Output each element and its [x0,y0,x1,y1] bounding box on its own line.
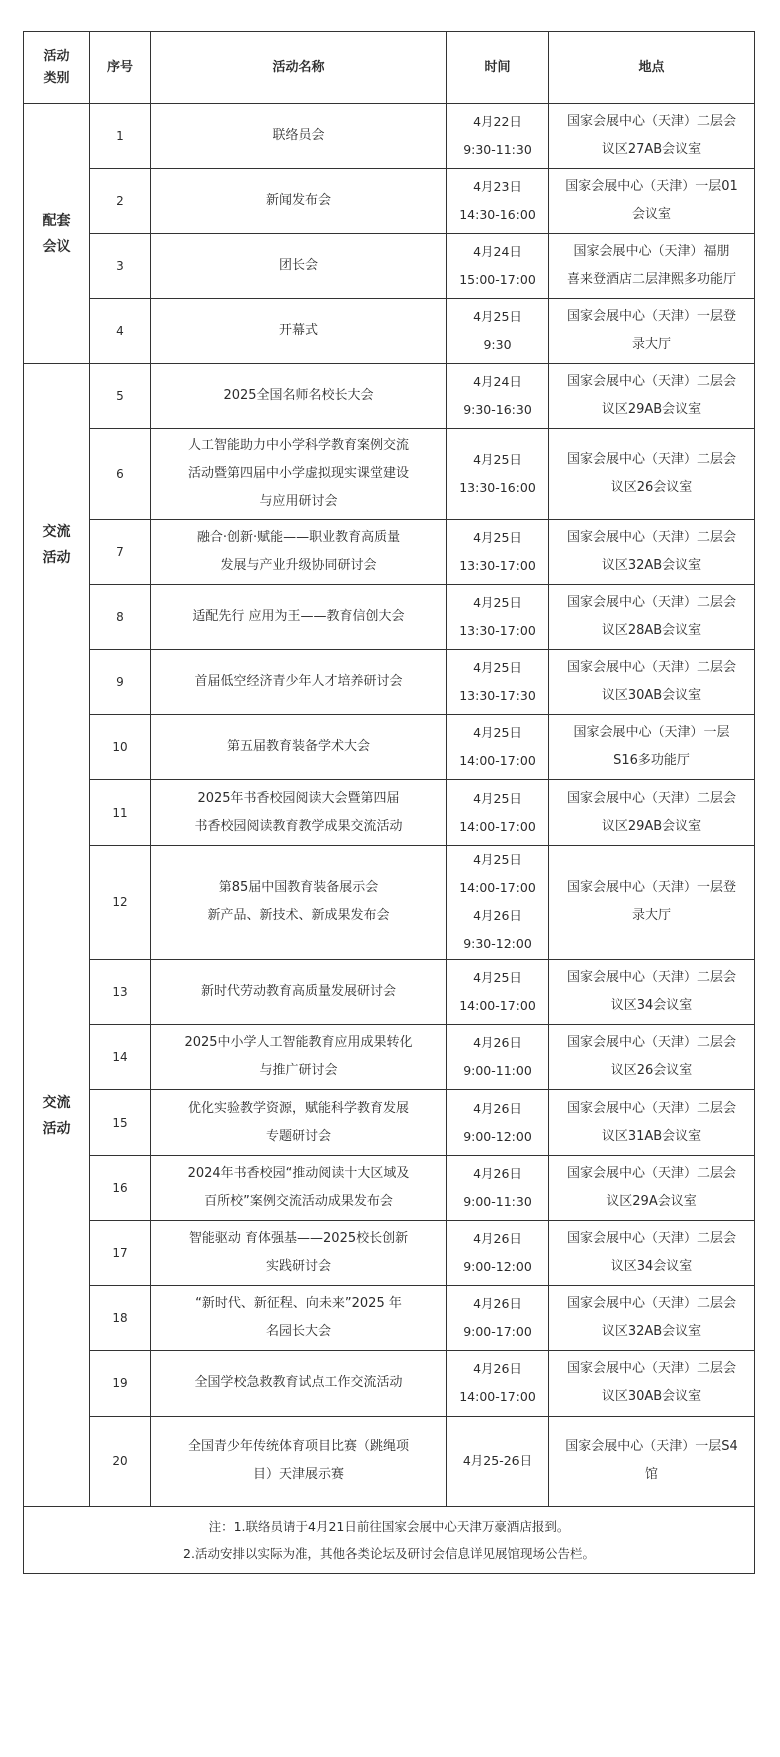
row-time: 4月26日 9:00-17:00 [447,1286,549,1351]
note-line-1: 注：1.联络员请于4月21日前往国家会展中心天津万豪酒店报到。 [208,1519,570,1534]
row-time: 4月25日 13:30-16:00 [447,429,549,519]
table-row [24,299,755,364]
row-place: 国家会展中心（天津）二层会 议区26会议室 [549,429,755,519]
row-time: 4月25日 14:00-17:00 4月26日 9:30-12:00 [447,845,549,959]
row-name: 全国青少年传统体育项目比赛（跳绳项 目）天津展示赛 [151,1416,447,1506]
row-no: 19 [90,1351,151,1416]
row-place: 国家会展中心（天津）二层会 议区30AB会议室 [549,649,755,714]
row-no: 17 [90,1220,151,1285]
table-row [24,780,755,845]
table-row [24,1351,755,1416]
row-place: 国家会展中心（天津）一层登 录大厅 [549,845,755,959]
row-name: 2025全国名师名校长大会 [151,364,447,429]
row-place: 国家会展中心（天津）二层会 议区27AB会议室 [549,104,755,169]
category-exchange-bottom: 交流 活动 [42,1095,71,1137]
header-category: 活动 类别 [24,32,90,104]
row-time: 4月25日 14:00-17:00 [447,715,549,780]
row-place: 国家会展中心（天津）二层会 议区29A会议室 [549,1155,755,1220]
row-name: 智能驱动 育体强基——2025校长创新 实践研讨会 [151,1220,447,1285]
row-time: 4月25日 9:30 [447,299,549,364]
row-no: 15 [90,1090,151,1155]
row-time: 4月26日 9:00-11:30 [447,1155,549,1220]
table-row [24,715,755,780]
row-place: 国家会展中心（天津）二层会 议区26会议室 [549,1025,755,1090]
row-no: 1 [90,104,151,169]
header-place: 地点 [549,32,755,104]
row-time: 4月25日 13:30-17:00 [447,519,549,584]
row-place: 国家会展中心（天津）二层会 议区34会议室 [549,1220,755,1285]
table-row [24,1416,755,1506]
row-no: 14 [90,1025,151,1090]
row-place: 国家会展中心（天津）二层会 议区34会议室 [549,960,755,1025]
notes [24,1507,755,1574]
row-name: 人工智能助力中小学科学教育案例交流 活动暨第四届中小学虚拟现实课堂建设 与应用研讨会 [151,429,447,519]
row-place: 国家会展中心（天津）二层会 议区32AB会议室 [549,519,755,584]
row-time: 4月25日 13:30-17:30 [447,649,549,714]
schedule-container [23,31,754,1574]
table-row [24,429,755,519]
row-place: 国家会展中心（天津）二层会 议区28AB会议室 [549,584,755,649]
row-place: 国家会展中心（天津）福朋 喜来登酒店二层津熙多功能厅 [549,234,755,299]
table-row [24,649,755,714]
row-no: 20 [90,1416,151,1506]
table-row [24,845,755,959]
row-place: 国家会展中心（天津）一层S4 馆 [549,1416,755,1506]
row-name: 第85届中国教育装备展示会 新产品、新技术、新成果发布会 [151,845,447,959]
notes-row [24,1507,755,1574]
row-time: 4月26日 9:00-11:00 [447,1025,549,1090]
table-row [24,1025,755,1090]
row-name: 2025中小学人工智能教育应用成果转化 与推广研讨会 [151,1025,447,1090]
row-name: 第五届教育装备学术大会 [151,715,447,780]
row-time: 4月25日 13:30-17:00 [447,584,549,649]
row-no: 11 [90,780,151,845]
row-place: 国家会展中心（天津）二层会 议区31AB会议室 [549,1090,755,1155]
table-row [24,1090,755,1155]
row-place: 国家会展中心（天津）二层会 议区30AB会议室 [549,1351,755,1416]
row-no: 18 [90,1286,151,1351]
header-name: 活动名称 [151,32,447,104]
row-name: 联络员会 [151,104,447,169]
table-row [24,519,755,584]
table-row [24,1155,755,1220]
row-time: 4月26日 9:00-12:00 [447,1090,549,1155]
row-name: 2025年书香校园阅读大会暨第四届 书香校园阅读教育教学成果交流活动 [151,780,447,845]
table-row [24,584,755,649]
table-body [24,104,755,1574]
row-place: 国家会展中心（天津）二层会 议区32AB会议室 [549,1286,755,1351]
row-name: 团长会 [151,234,447,299]
table-row [24,1286,755,1351]
row-time: 4月25日 14:00-17:00 [447,780,549,845]
row-time: 4月26日 14:00-17:00 [447,1351,549,1416]
row-time: 4月25-26日 [447,1416,549,1506]
row-place: 国家会展中心（天津）一层登 录大厅 [549,299,755,364]
header-time: 时间 [447,32,549,104]
row-no: 5 [90,364,151,429]
note-line-2: 2.活动安排以实际为准，其他各类论坛及研讨会信息详见展馆现场公告栏。 [183,1546,595,1561]
category-meeting: 配套 会议 [24,104,90,364]
row-name: 融合·创新·赋能——职业教育高质量 发展与产业升级协同研讨会 [151,519,447,584]
row-no: 12 [90,845,151,959]
activity-schedule-table [23,31,755,1574]
table-row [24,1220,755,1285]
row-name: 全国学校急救教育试点工作交流活动 [151,1351,447,1416]
row-time: 4月23日 14:30-16:00 [447,169,549,234]
row-no: 13 [90,960,151,1025]
row-no: 2 [90,169,151,234]
row-name: 新闻发布会 [151,169,447,234]
row-name: 新时代劳动教育高质量发展研讨会 [151,960,447,1025]
row-no: 6 [90,429,151,519]
row-no: 9 [90,649,151,714]
row-no: 8 [90,584,151,649]
row-name: 开幕式 [151,299,447,364]
row-place: 国家会展中心（天津）一层 S16多功能厅 [549,715,755,780]
row-time: 4月25日 14:00-17:00 [447,960,549,1025]
row-place: 国家会展中心（天津）二层会 议区29AB会议室 [549,780,755,845]
row-no: 4 [90,299,151,364]
table-row [24,960,755,1025]
row-time: 4月22日 9:30-11:30 [447,104,549,169]
table-row [24,104,755,169]
row-time: 4月24日 9:30-16:30 [447,364,549,429]
category-exchange [24,364,90,1507]
row-place: 国家会展中心（天津）一层01 会议室 [549,169,755,234]
table-row [24,364,755,429]
row-no: 7 [90,519,151,584]
row-no: 3 [90,234,151,299]
row-name: 2024年书香校园“推动阅读十大区域及 百所校”案例交流活动成果发布会 [151,1155,447,1220]
row-name: 首届低空经济青少年人才培养研讨会 [151,649,447,714]
table-header-row [24,32,755,104]
row-name: 适配先行 应用为王——教育信创大会 [151,584,447,649]
row-no: 10 [90,715,151,780]
row-name: 优化实验教学资源，赋能科学教育发展 专题研讨会 [151,1090,447,1155]
row-name: “新时代、新征程、向未来”2025 年 名园长大会 [151,1286,447,1351]
row-time: 4月24日 15:00-17:00 [447,234,549,299]
table-row [24,234,755,299]
table-row [24,169,755,234]
category-exchange-top: 交流 活动 [42,524,71,566]
row-no: 16 [90,1155,151,1220]
header-no: 序号 [90,32,151,104]
row-place: 国家会展中心（天津）二层会 议区29AB会议室 [549,364,755,429]
row-time: 4月26日 9:00-12:00 [447,1220,549,1285]
